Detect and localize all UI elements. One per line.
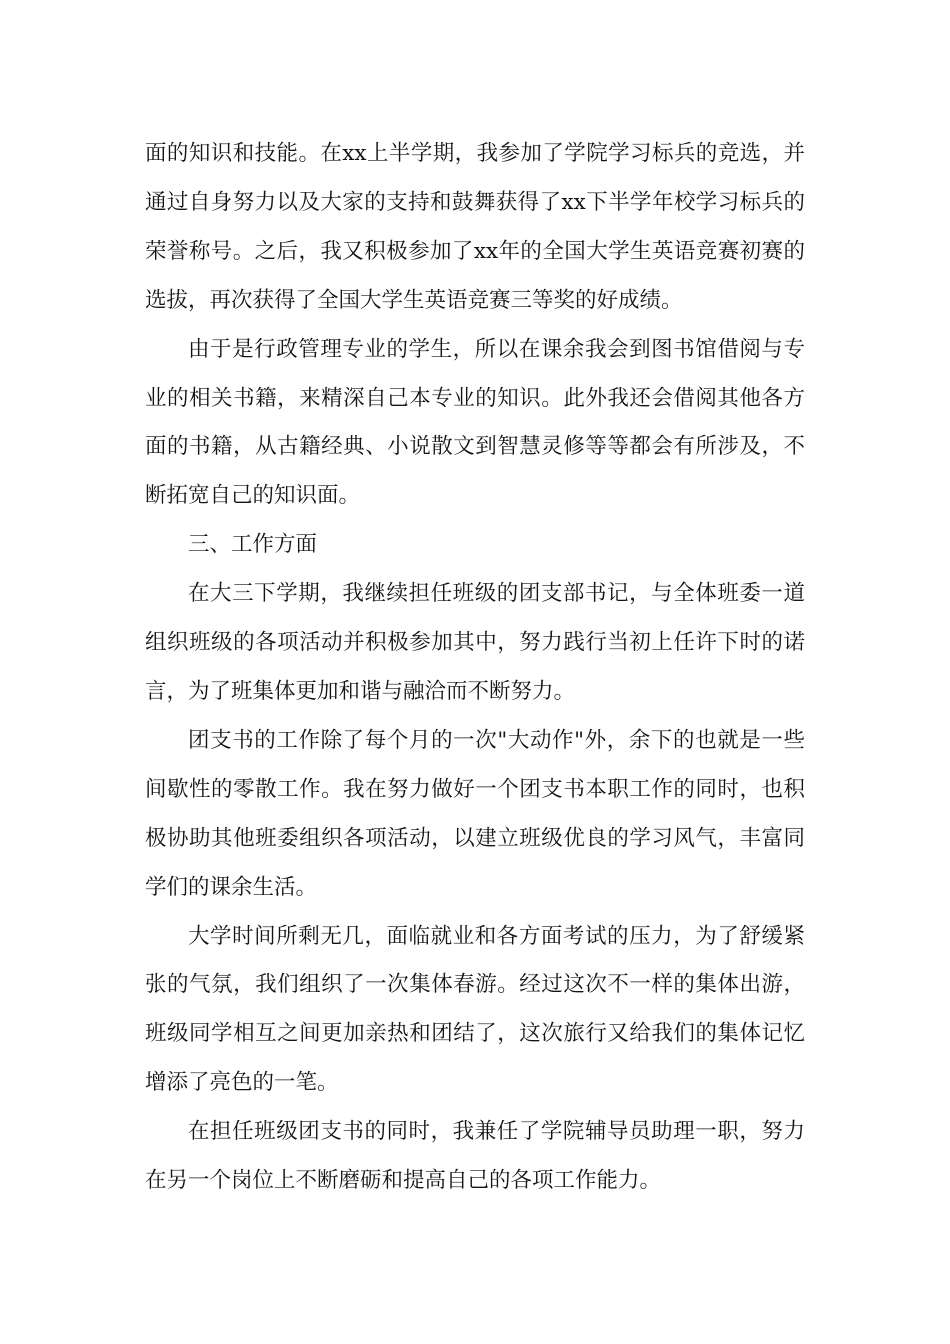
paragraph-league-secretary: 在大三下学期，我继续担任班级的团支部书记，与全体班委一道组织班级的各项活动并积极参加其中，努力践行当初上任许下时的诺言，为了班集体更加和谐与融洽而不断努力。: [145, 581, 805, 704]
paragraph-reading: 由于是行政管理专业的学生，所以在课余我会到图书馆借阅与专业的相关书籍，来精深自己本专业的知识。此外我还会借阅其他各方面的书籍，从古籍经典、小说散文到智慧灵修等等都会有所涉及，不断拓宽自己的知识面。: [145, 336, 805, 509]
document-page: [145, 130, 805, 1206]
paragraph-secretary-duties: 团支书的工作除了每个月的一次"大动作"外，余下的也就是一些间歇性的零散工作。我在努力做好一个团支书本职工作的同时，也积极协助其他班委组织各项活动，以建立班级优良的学习风气，丰富同学们的课余生活。: [145, 727, 805, 900]
paragraph-study-achievements: 面的知识和技能。在xx上半学期，我参加了学院学习标兵的竞选，并通过自身努力以及大家的支持和鼓舞获得了xx下半学年校学习标兵的荣誉称号。之后，我又积极参加了xx年的全国大学生英语竞赛初赛的选拔，再次获得了全国大学生英语竞赛三等奖的好成绩。: [145, 141, 805, 313]
paragraph-counselor-assistant: 在担任班级团支书的同时，我兼任了学院辅导员助理一职，努力在另一个岗位上不断磨砺和提高自己的各项工作能力。: [145, 1119, 805, 1194]
section-heading-work: 三、工作方面: [188, 532, 318, 558]
paragraph-spring-outing: 大学时间所剩无几，面临就业和各方面考试的压力，为了舒缓紧张的气氛，我们组织了一次集体春游。经过这次不一样的集体出游，班级同学相互之间更加亲热和团结了，这次旅行又给我们的集体记忆增添了亮色的一笔。: [145, 923, 805, 1096]
